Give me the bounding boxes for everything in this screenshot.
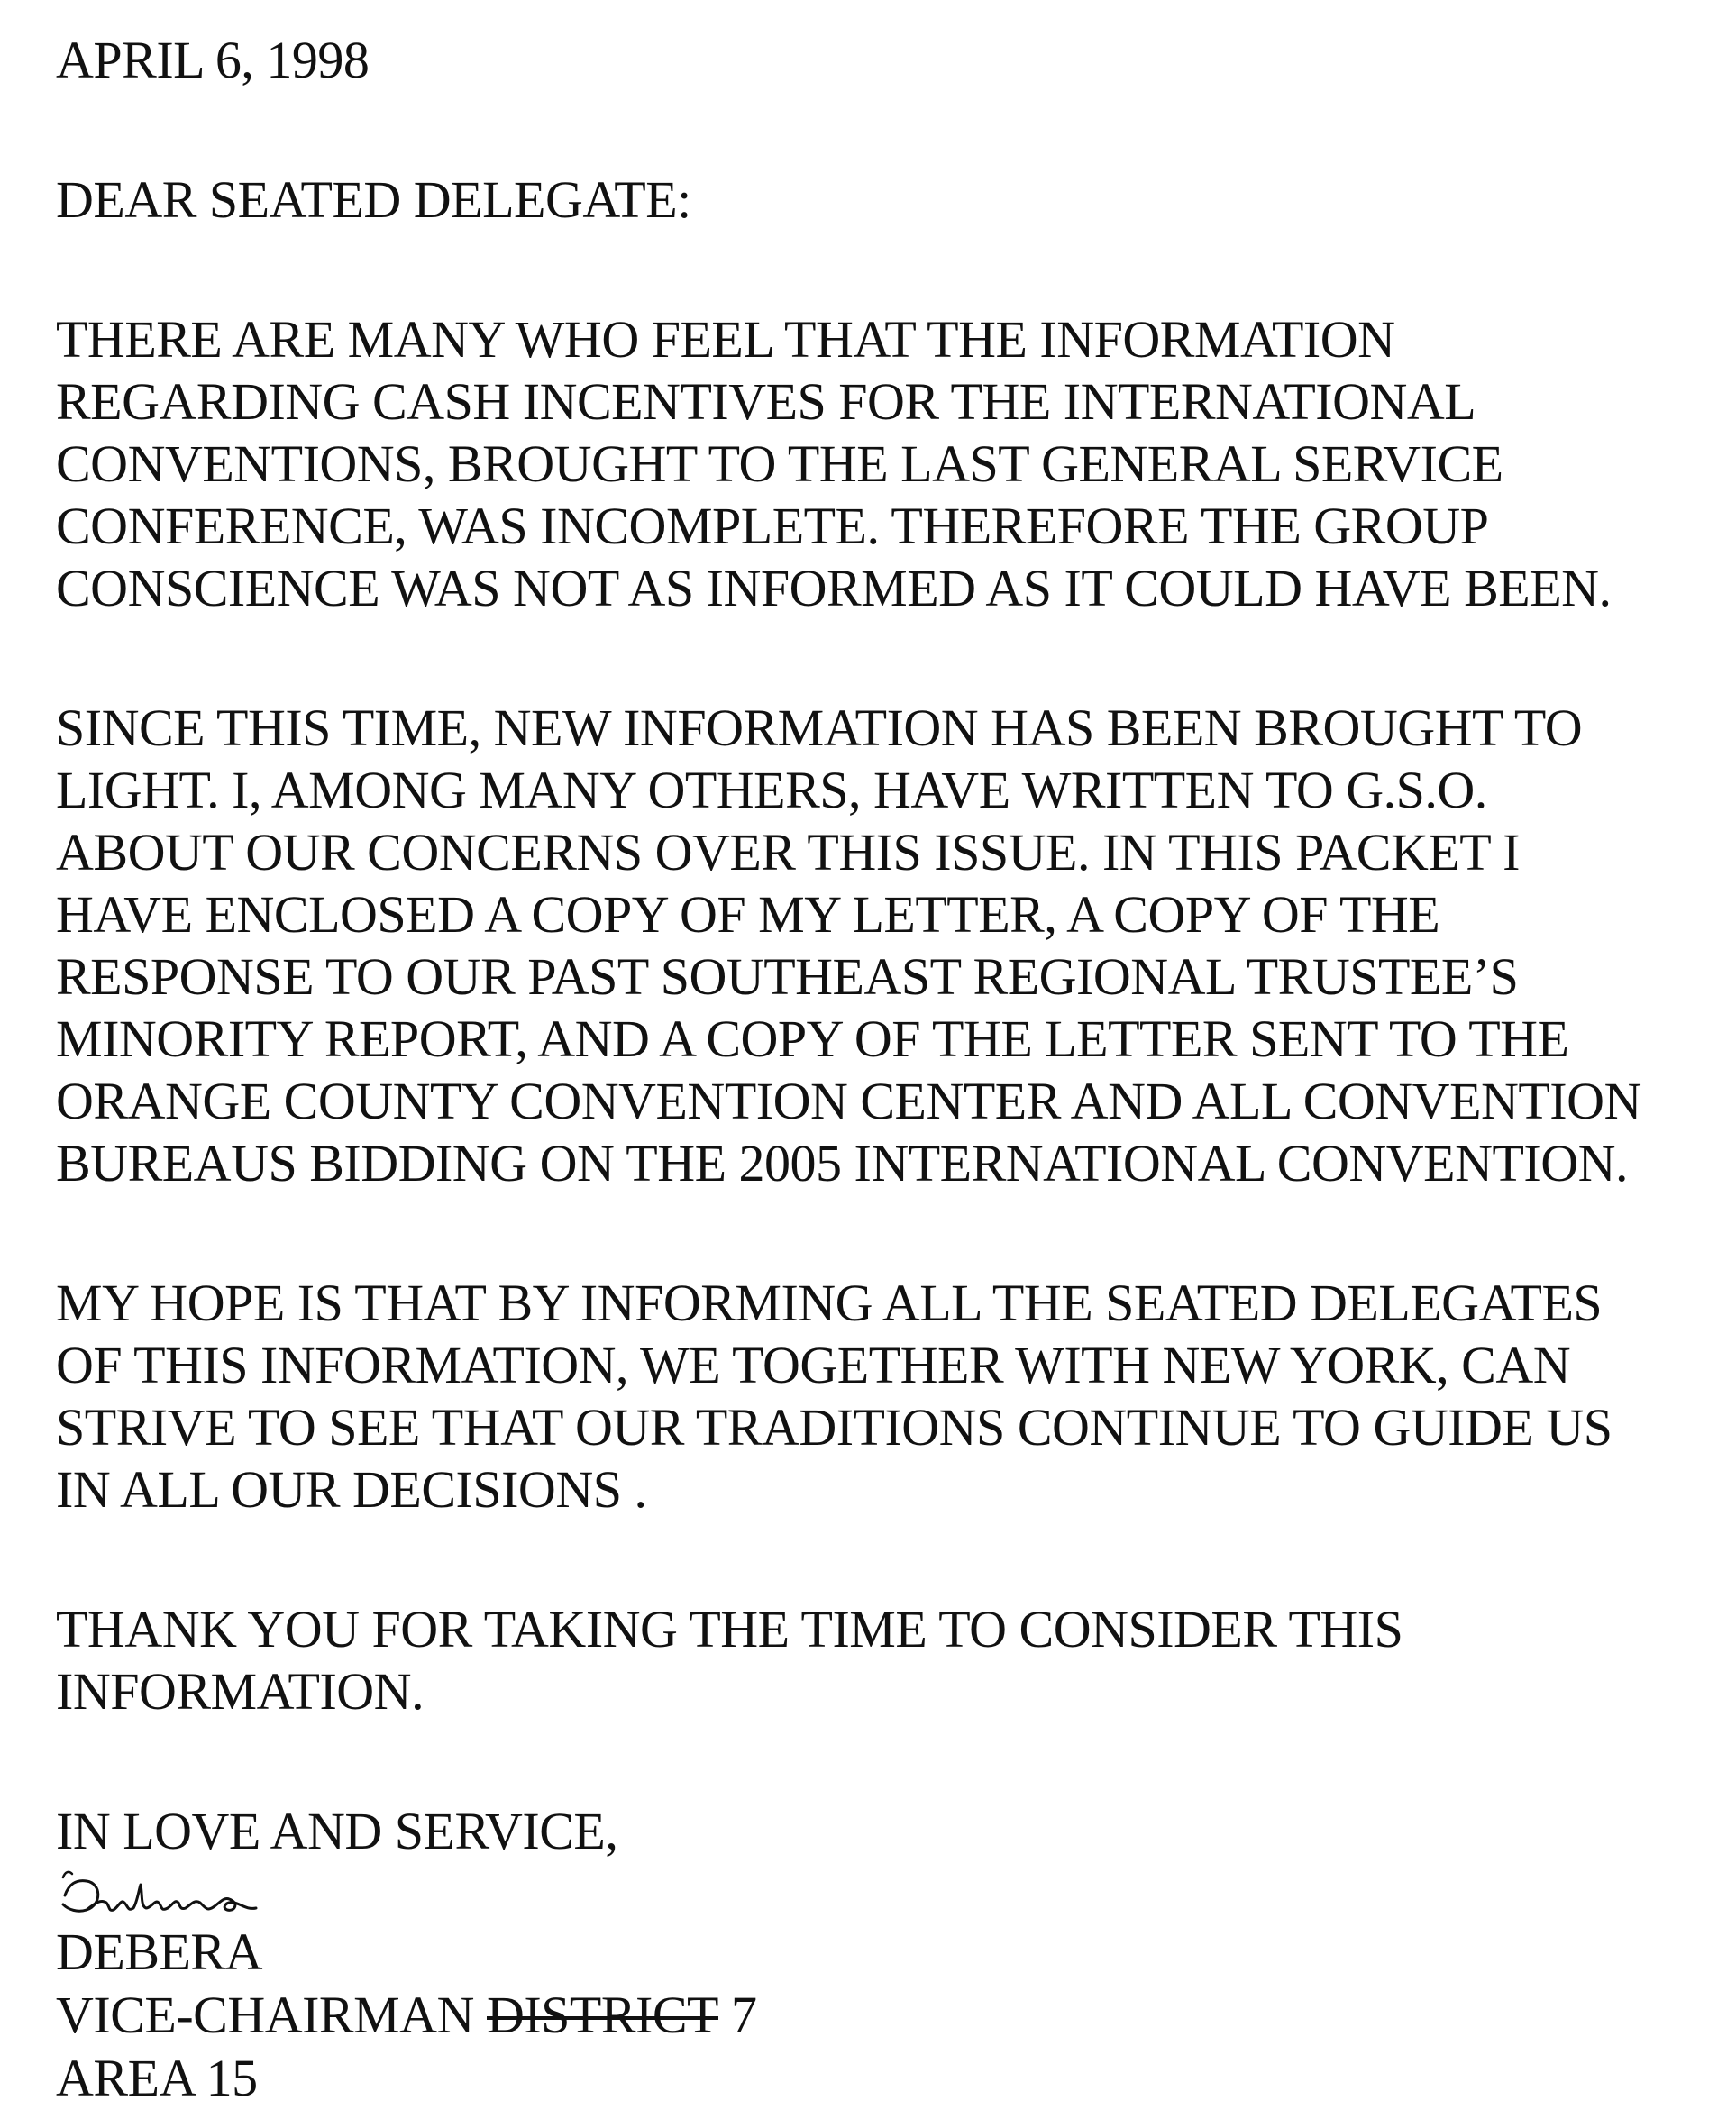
paragraph-2 [56, 697, 1705, 1194]
paragraph-line: REGARDING CASH INCENTIVES FOR THE INTERNATIONAL [56, 372, 1476, 431]
paragraph-line: ORANGE COUNTY CONVENTION CENTER AND ALL CONVENTION [56, 1072, 1641, 1130]
signer-title [56, 1984, 1705, 2047]
signer-area: AREA 15 [56, 2049, 258, 2107]
paragraph-line: BUREAUS BIDDING ON THE 2005 INTERNATIONAL CONVENTION. [56, 1134, 1628, 1192]
paragraph-line: THERE ARE MANY WHO FEEL THAT THE INFORMATION [56, 310, 1395, 369]
paragraph-1 [56, 308, 1705, 619]
paragraph-line: OF THIS INFORMATION, WE TOGETHER WITH NEW YORK, CAN [56, 1336, 1571, 1394]
signer-title-prefix: VICE-CHAIRMAN [56, 1986, 487, 2044]
letter [56, 29, 1705, 2110]
paragraph-line: SINCE THIS TIME, NEW INFORMATION HAS BEEN BROUGHT TO [56, 699, 1583, 757]
signer-name: DEBERA [56, 1923, 262, 1981]
signature-block [56, 1800, 1705, 2110]
paragraph-4 [56, 1598, 1705, 1722]
closing: IN LOVE AND SERVICE, [56, 1802, 618, 1860]
letter-date: APRIL 6, 1998 [56, 31, 370, 89]
paragraph-line: INFORMATION. [56, 1662, 425, 1721]
handwritten-signature [56, 1858, 344, 1921]
paragraph-line: ABOUT OUR CONCERNS OVER THIS ISSUE. IN THIS PACKET I [56, 823, 1520, 881]
paragraph-line: CONVENTIONS, BROUGHT TO THE LAST GENERAL SERVICE [56, 434, 1503, 493]
paragraph-line: HAVE ENCLOSED A COPY OF MY LETTER, A COPY OF THE [56, 885, 1440, 944]
paragraph-line: CONSCIENCE WAS NOT AS INFORMED AS IT COULD HAVE BEEN. [56, 559, 1612, 617]
salutation: DEAR SEATED DELEGATE: [56, 170, 691, 229]
signer-title-suffix: 7 [717, 1986, 757, 2044]
paragraph-line: IN ALL OUR DECISIONS . [56, 1460, 647, 1519]
paragraph-line: LIGHT. I, AMONG MANY OTHERS, HAVE WRITTEN TO G.S.O. [56, 761, 1487, 819]
paragraph-line: CONFERENCE, WAS INCOMPLETE. THEREFORE THE GROUP [56, 497, 1489, 555]
paragraph-3 [56, 1272, 1705, 1521]
paragraph-line: MY HOPE IS THAT BY INFORMING ALL THE SEATED DELEGATES [56, 1274, 1603, 1332]
paragraph-line: THANK YOU FOR TAKING THE TIME TO CONSIDER THIS [56, 1600, 1403, 1658]
paragraph-line: STRIVE TO SEE THAT OUR TRADITIONS CONTINUE TO GUIDE US [56, 1398, 1613, 1457]
struck-district-text: DISTRICT [487, 1984, 718, 2047]
paragraph-line: RESPONSE TO OUR PAST SOUTHEAST REGIONAL TRUSTEE’S [56, 947, 1519, 1006]
paragraph-line: MINORITY REPORT, AND A COPY OF THE LETTER SENT TO THE [56, 1009, 1569, 1068]
